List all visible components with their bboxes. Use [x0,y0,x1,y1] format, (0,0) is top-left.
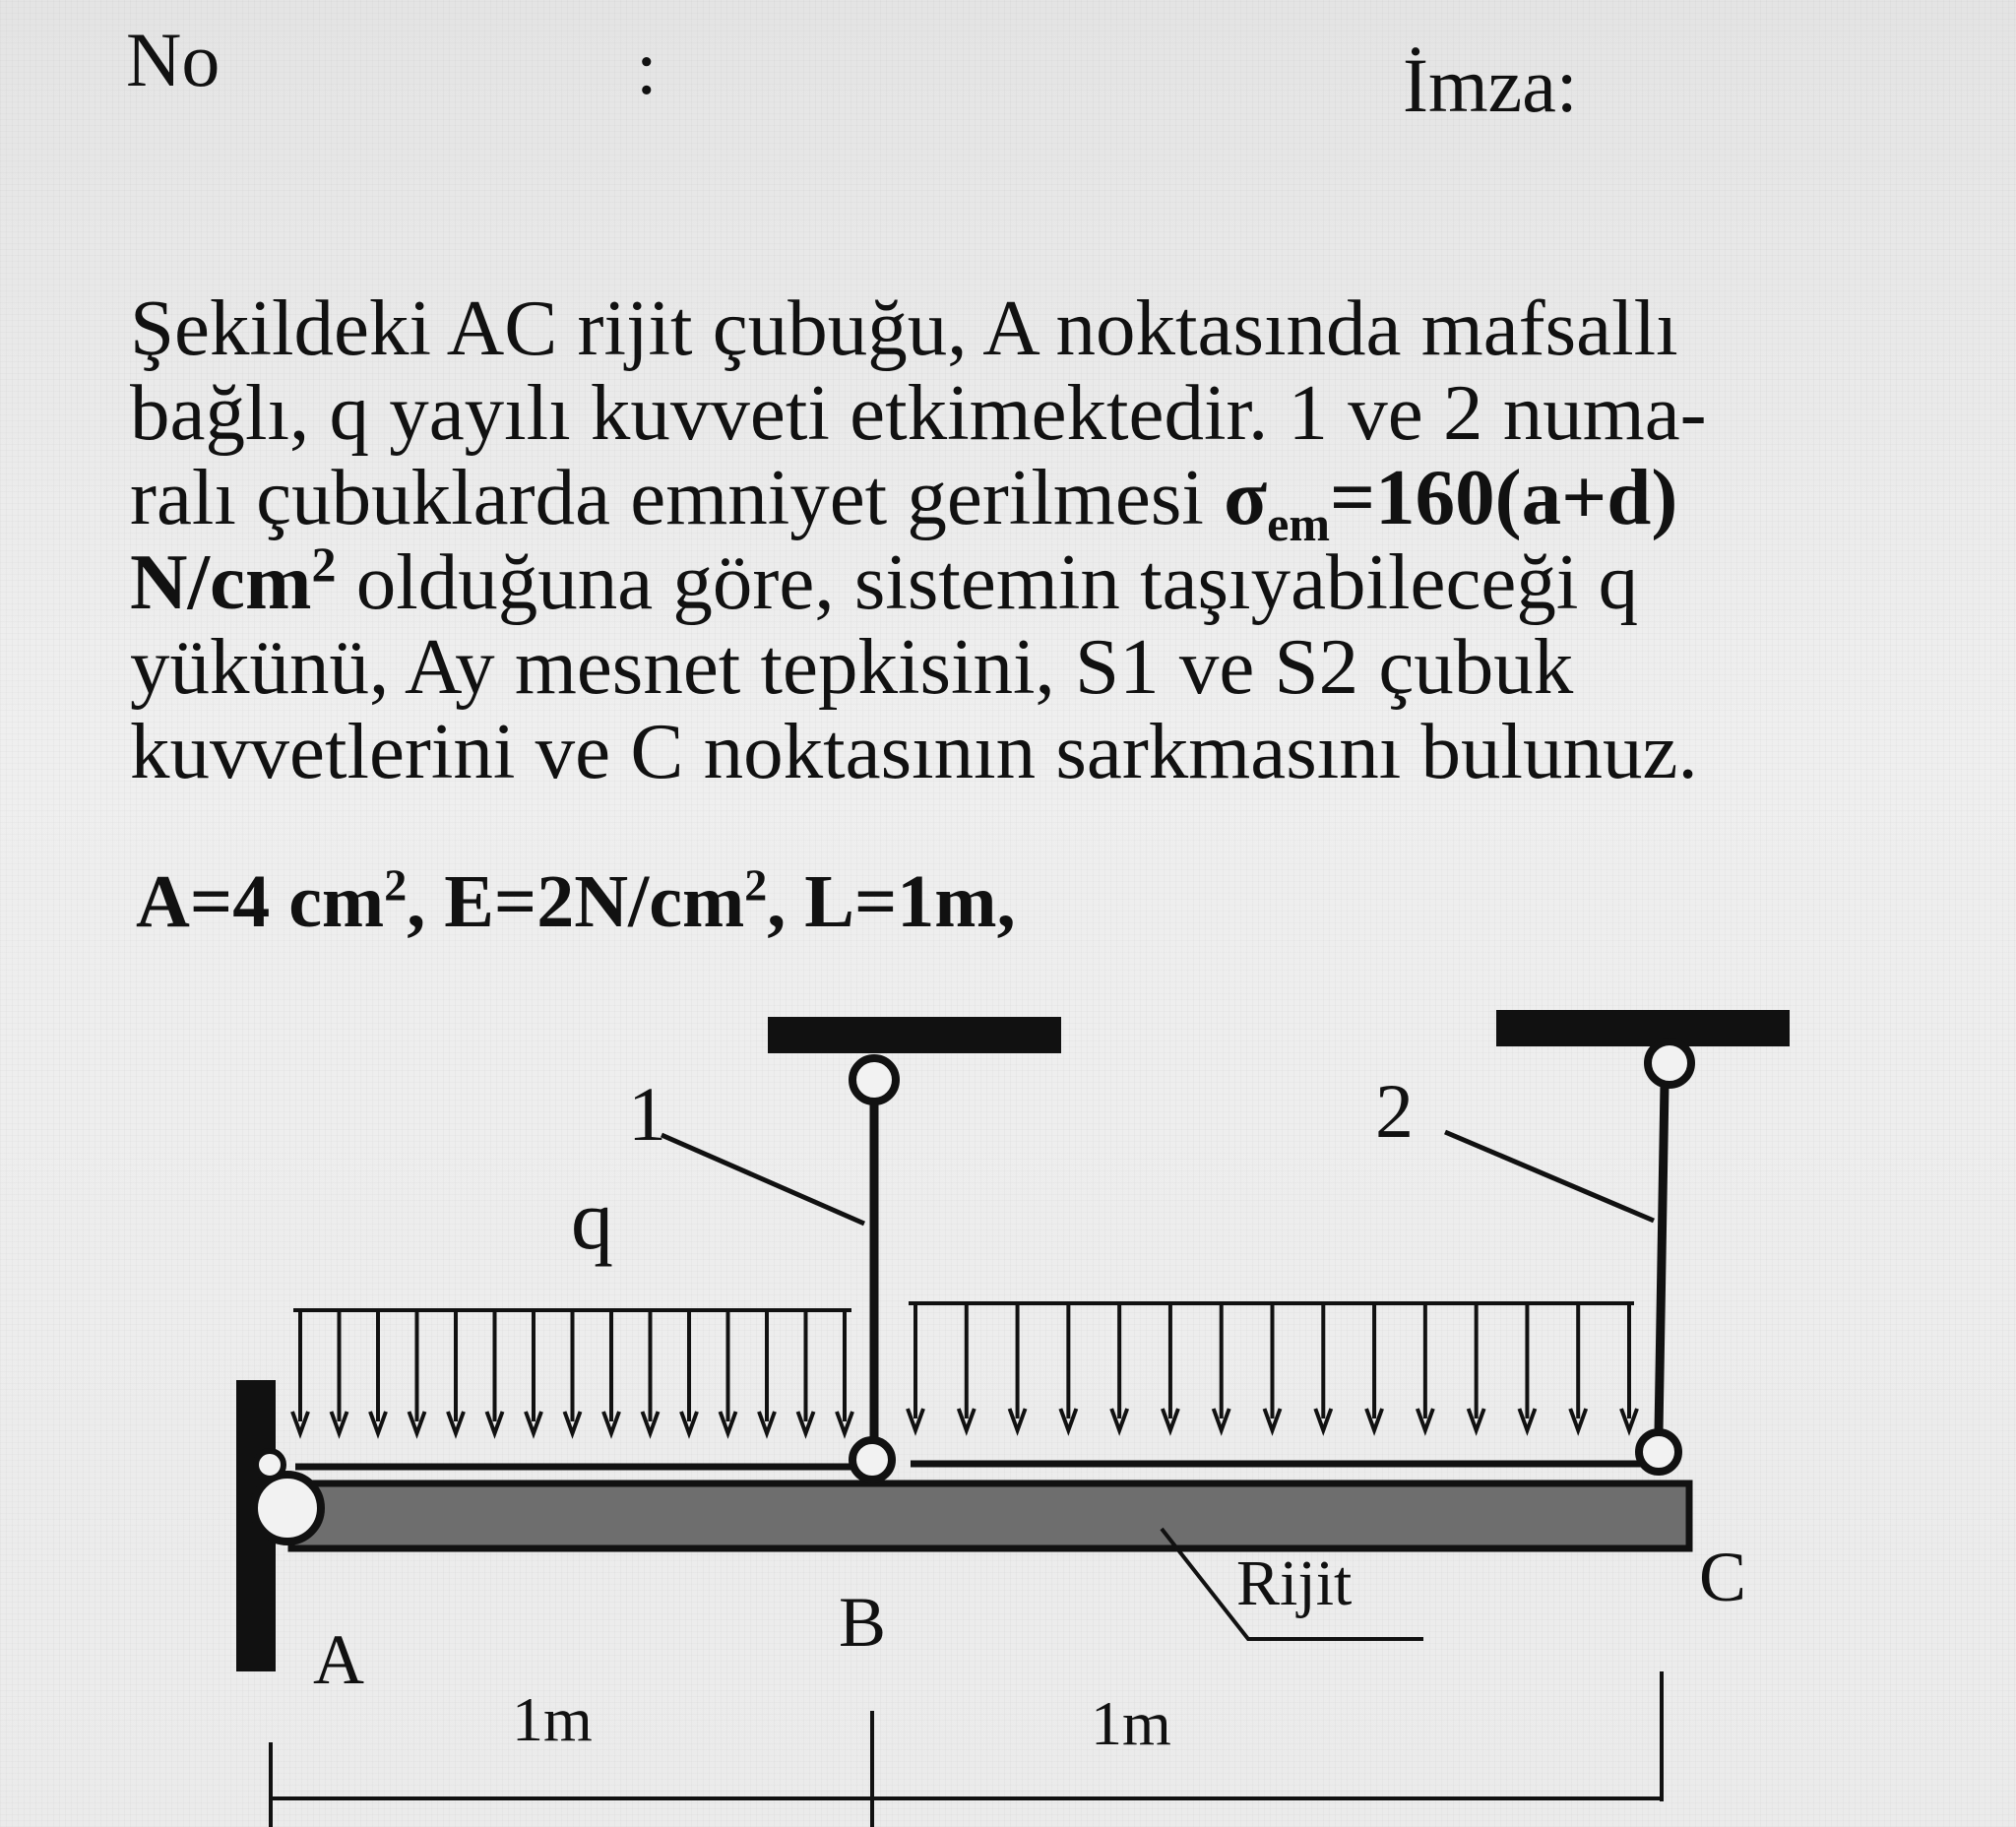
problem-line-4: olduğuna göre, sistemin taşıyabileceği q [336,537,1639,626]
bar2-leader [1445,1132,1654,1221]
rigid-label: Rijit [1236,1547,1353,1619]
point-c-label: C [1699,1538,1747,1616]
dimension-ab-label: 1m [512,1684,593,1754]
param-length: , L=1m, [767,860,1016,943]
stress-value: =160(a+d) [1330,453,1678,541]
pin-support-a-detail [256,1451,284,1479]
dimension-bc-label: 1m [1091,1688,1171,1758]
stress-unit-exponent: 2 [311,536,337,592]
point-b-label: B [839,1583,887,1662]
bar2-label: 2 [1375,1068,1414,1154]
bar-2 [1659,1085,1665,1432]
bar2-top-hinge [1648,1041,1691,1085]
stress-unit-base: N/cm [130,537,312,626]
point-a-label: A [313,1620,364,1699]
bar1-label: 1 [628,1071,666,1157]
distributed-load-ab [292,1310,852,1433]
signature-label: İmza: [1403,42,1578,128]
problem-line-5: yükünü, Ay mesnet tepkisini, S1 ve S2 çubuk [130,622,1574,711]
ceiling-support-1 [768,1017,1061,1053]
pin-support-a [254,1475,321,1542]
student-number-colon: : [636,25,658,110]
rigid-beam [291,1483,1689,1548]
problem-line-6: kuvvetlerini ve C noktasının sarkmasını bulunuz. [130,707,1698,795]
param-area-exponent: 2 [384,859,408,911]
bar1-leader [662,1135,864,1224]
bar1-top-hinge [852,1058,896,1102]
sigma-symbol: σ [1224,453,1268,541]
pin-c [1639,1432,1678,1472]
sigma-subscript: em [1267,496,1331,552]
pin-b [852,1440,892,1480]
load-label: q [571,1172,613,1267]
param-area: A=4 cm [136,860,385,943]
problem-line-1: Şekildeki AC rijit çubuğu, A noktasında mafsallı [130,284,1678,372]
distributed-load-bc [908,1303,1637,1430]
student-number-label: No [126,17,220,102]
param-modulus: , E=2N/cm [407,860,745,943]
problem-line-2: bağlı, q yayılı kuvveti etkimektedir. 1 ve 2 numa- [130,368,1707,457]
problem-line-3: ralı çubuklarda emniyet gerilmesi [130,453,1225,541]
param-modulus-exponent: 2 [744,859,768,911]
ceiling-support-2 [1496,1010,1790,1046]
